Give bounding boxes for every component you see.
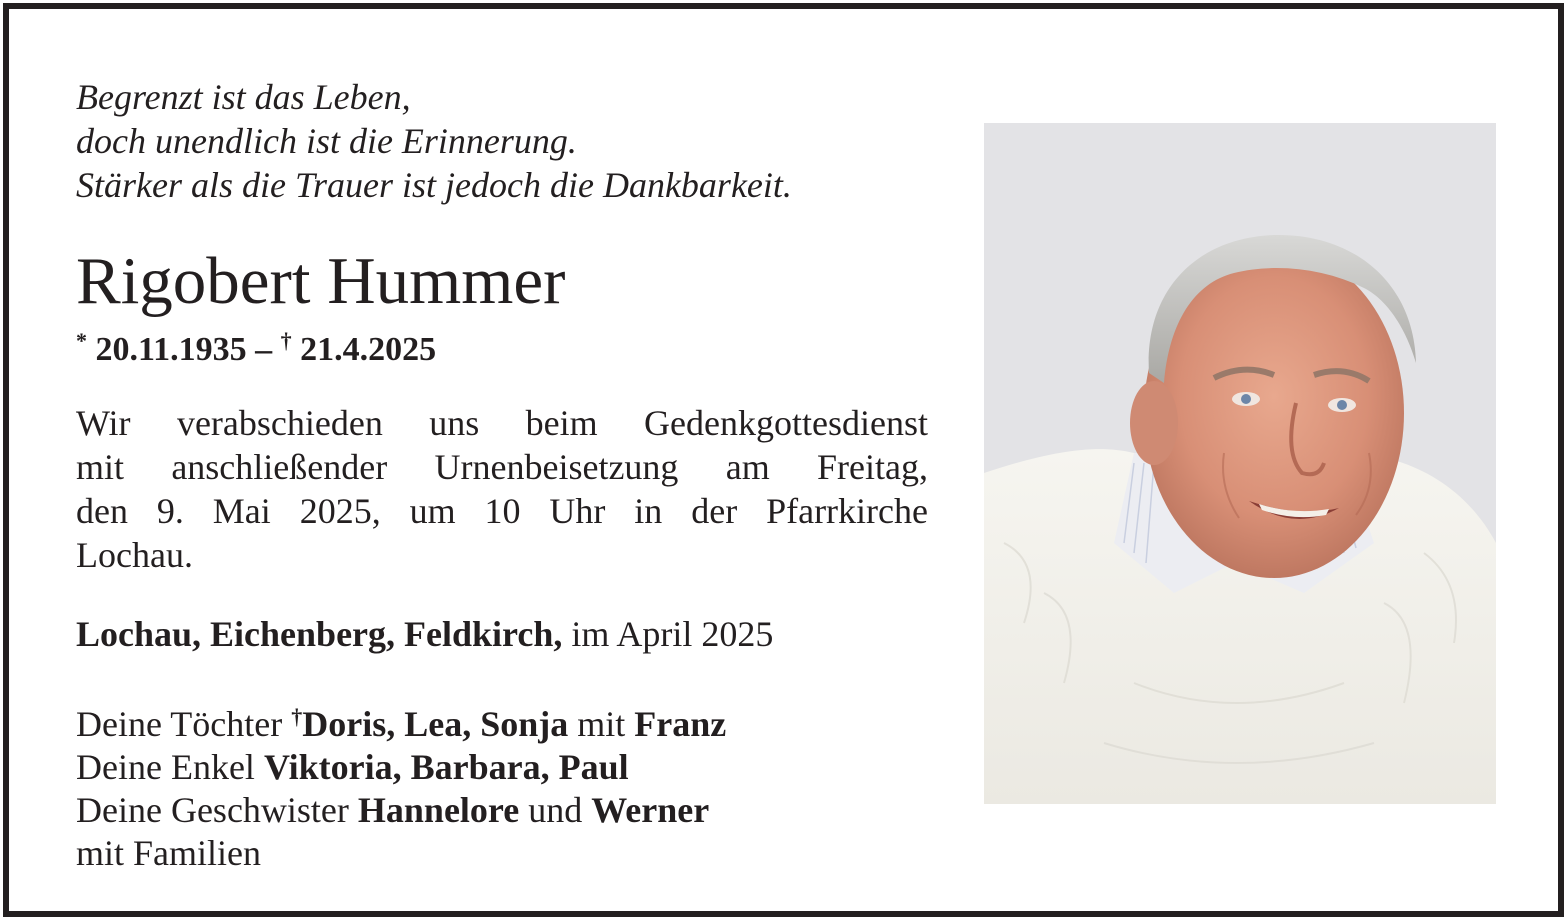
mourners-daughters [76, 695, 726, 746]
place-date: im April 2025 [562, 614, 774, 654]
portrait-photo [984, 123, 1496, 804]
daughters-partner: Franz [634, 704, 727, 744]
mourners-families: mit Familien [76, 833, 261, 873]
service-line-1: Wir verabschieden uns beim Gedenkgottesdienst [76, 403, 928, 443]
memorial-quote [76, 75, 936, 207]
quote-line-1: Begrenzt ist das Leben, [76, 77, 411, 117]
service-line-3: den 9. Mai 2025, um 10 Uhr in der Pfarrkirche [76, 491, 928, 531]
sibling-2: Werner [591, 790, 710, 830]
daughters-with: mit [568, 704, 635, 744]
place-towns: Lochau, Eichenberg, Feldkirch, [76, 614, 563, 654]
sibling-1: Hannelore [357, 790, 520, 830]
service-line-4: Lochau. [76, 535, 193, 575]
daughters-cross: † [291, 704, 303, 729]
mourners-grandchildren [76, 746, 726, 789]
birth-symbol: * [76, 328, 87, 353]
service-announcement [76, 401, 928, 577]
quote-line-3: Stärker als die Trauer ist jedoch die Dankbarkeit. [76, 165, 792, 205]
service-line-2: mit anschließender Urnenbeisetzung am Freitag, [76, 447, 928, 487]
life-dates [76, 318, 436, 373]
quote-line-2: doch unendlich ist die Erinnerung. [76, 121, 577, 161]
date-separator: – [246, 331, 281, 368]
death-symbol: † [280, 328, 292, 353]
grandchildren-names: Viktoria, Barbara, Paul [263, 747, 629, 787]
mourners-siblings [76, 789, 726, 832]
siblings-and: und [519, 790, 592, 830]
daughters-names: Doris, Lea, Sonja [302, 704, 569, 744]
birth-date: 20.11.1935 [95, 331, 247, 368]
death-date: 21.4.2025 [300, 331, 437, 368]
mourners-list [76, 695, 726, 875]
daughters-label: Deine Töchter [76, 704, 292, 744]
obituary-card [3, 3, 1564, 917]
deceased-name: Rigobert Hummer [76, 244, 566, 318]
grandchildren-label: Deine Enkel [76, 747, 264, 787]
place-and-date [76, 611, 773, 657]
portrait-illustration [984, 123, 1496, 804]
siblings-label: Deine Geschwister [76, 790, 358, 830]
